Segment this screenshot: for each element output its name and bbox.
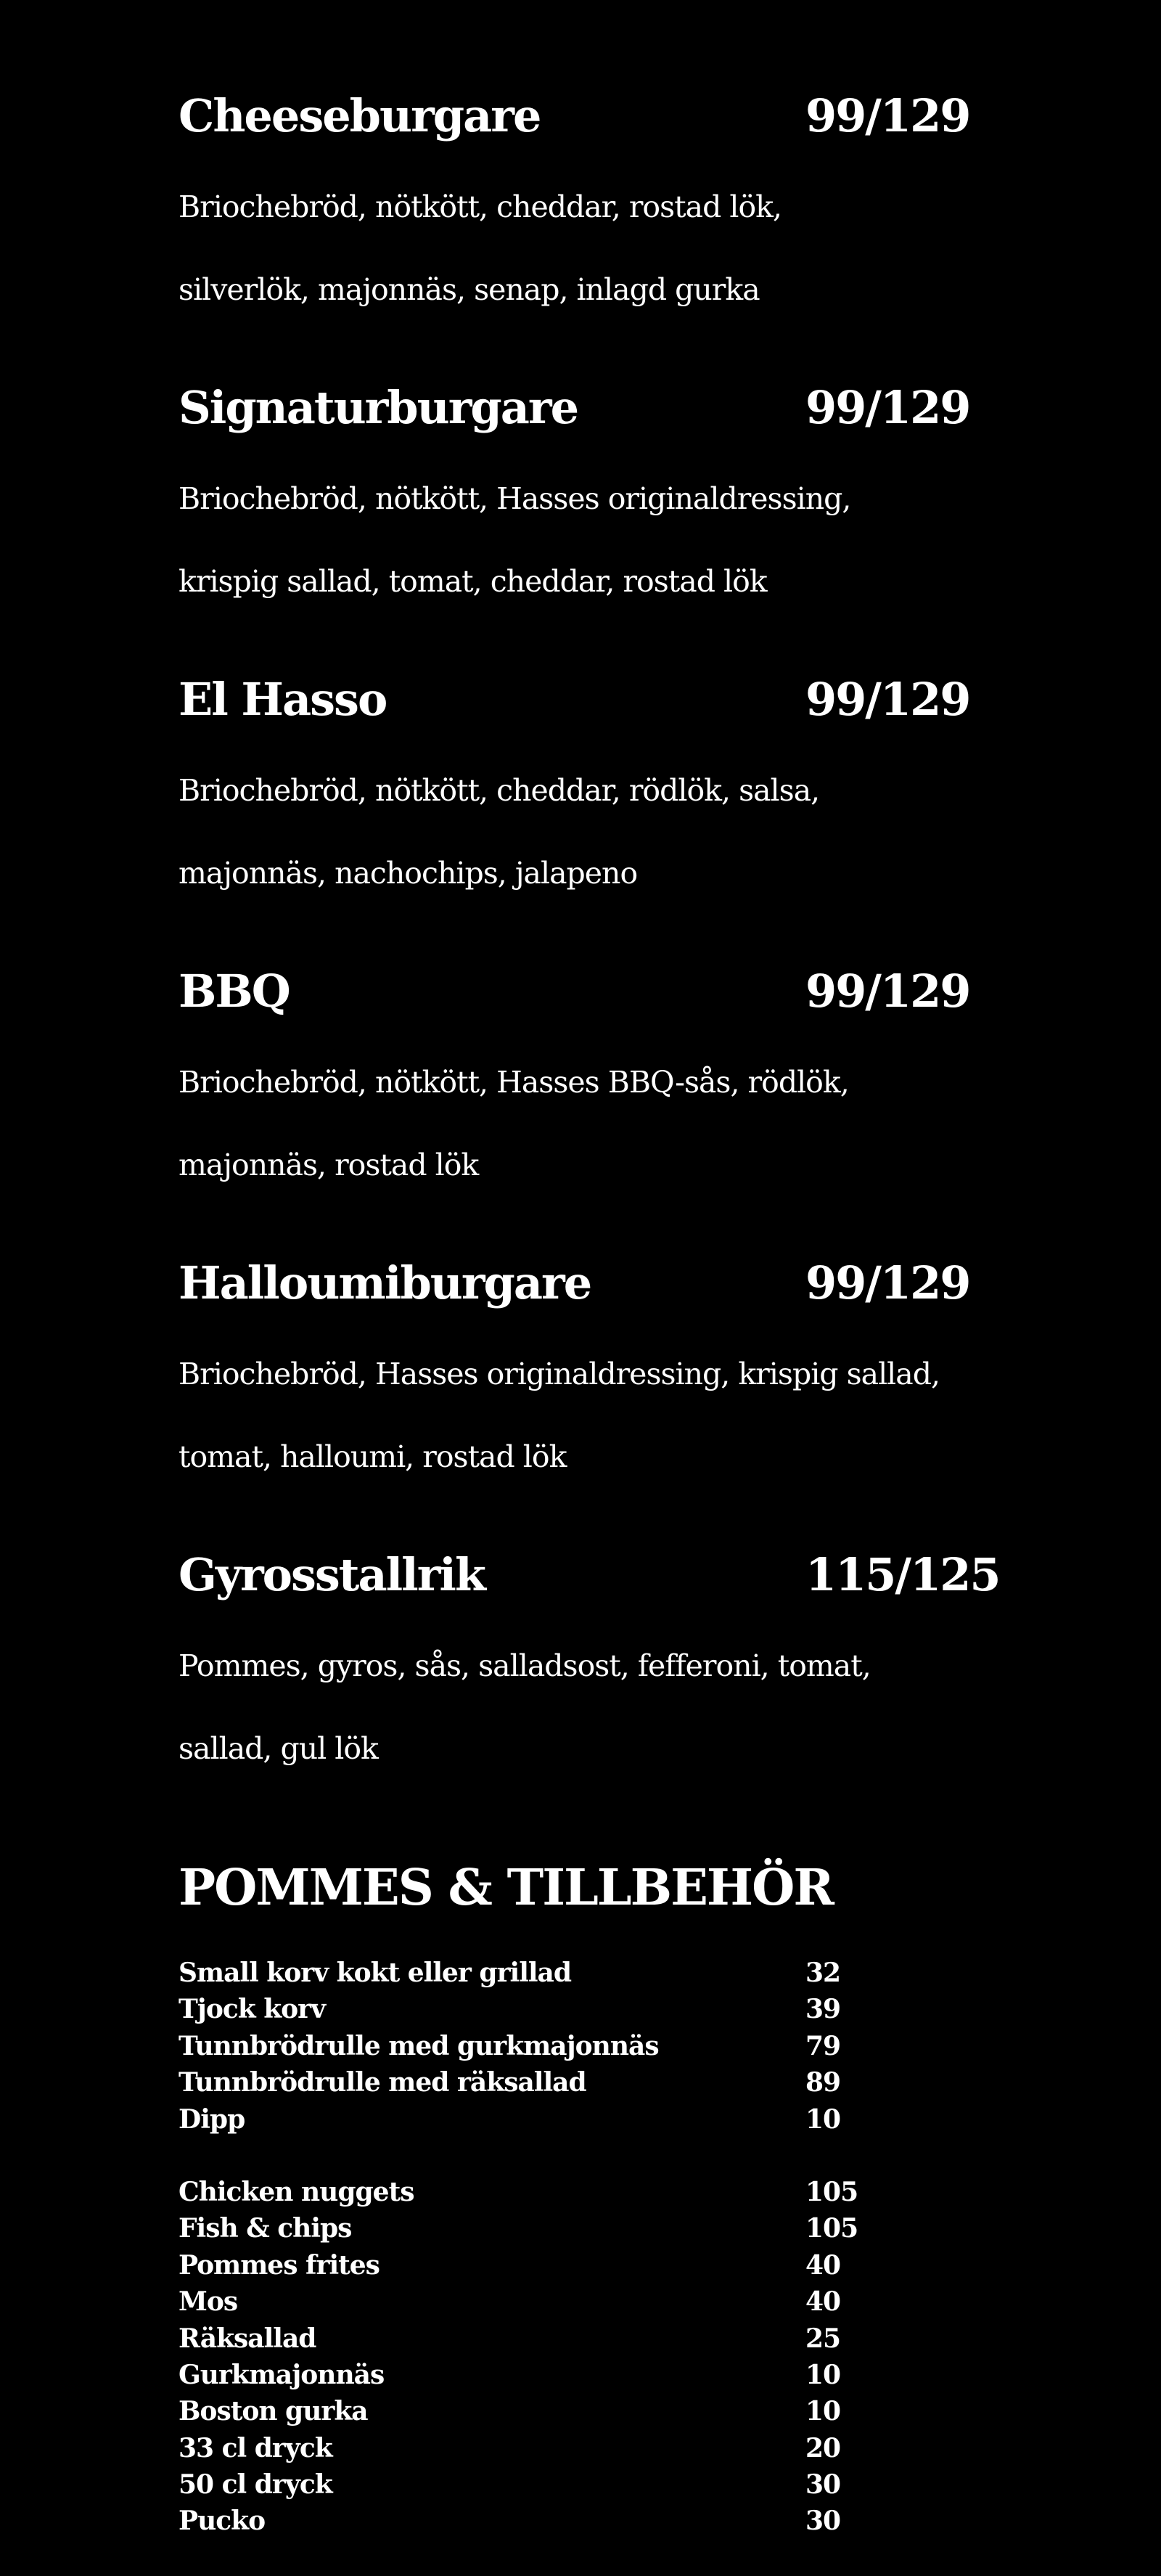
side-item: [179, 2210, 988, 2246]
side-item-price: 39: [805, 1994, 841, 2025]
side-item-name: Räksallad: [179, 2323, 316, 2354]
description-line: Briochebröd, nötkött, Hasses BBQ-sås, rödlök,: [179, 1065, 849, 1100]
menu-item-header: [179, 962, 988, 1021]
menu-item-header: [179, 1254, 988, 1312]
menu-item-price: 99/129: [805, 965, 970, 1018]
menu-item-price: 115/125: [805, 1548, 1000, 1601]
description-line: krispig sallad, tomat, cheddar, rostad lök: [179, 564, 767, 599]
menu-item: [179, 1546, 1000, 1811]
side-item-name: Chicken nuggets: [179, 2176, 414, 2207]
side-item-name: Gurkmajonnäs: [179, 2359, 385, 2390]
side-item-price: 40: [805, 2249, 841, 2281]
description-line: majonnäs, nachochips, jalapeno: [179, 856, 638, 891]
menu-item-description: [179, 437, 988, 644]
side-item-name: Mos: [179, 2286, 238, 2318]
side-item-price: 30: [805, 2469, 841, 2501]
side-item-price: 10: [805, 2396, 841, 2427]
side-item: [179, 2174, 988, 2210]
description-line: Pommes, gyros, sås, salladsost, fefferoni, tomat,: [179, 1648, 871, 1683]
menu-item-header: [179, 671, 988, 729]
menu-item-price: 99/129: [805, 673, 970, 726]
side-item-name: Small korv kokt eller grillad: [179, 1958, 572, 1988]
side-item: [179, 2321, 988, 2357]
side-item: [179, 2028, 988, 2064]
menu-item-description: [179, 1021, 988, 1227]
side-item-name: Tjock korv: [179, 1994, 326, 2025]
description-line: Briochebröd, nötkött, cheddar, rostad lök,: [179, 189, 782, 224]
side-item-price: 105: [805, 2176, 858, 2207]
menu-item-name: El Hasso: [179, 673, 387, 726]
menu-item-name: Halloumiburgare: [179, 1256, 591, 1309]
side-item: [179, 2101, 988, 2138]
menu-item-price: 99/129: [805, 381, 970, 434]
side-item-name: 33 cl dryck: [179, 2432, 332, 2463]
side-item-name: Boston gurka: [179, 2396, 368, 2427]
side-item-name: Fish & chips: [179, 2213, 352, 2244]
side-item: [179, 2466, 988, 2503]
menu-item-name: Cheeseburgare: [179, 89, 541, 142]
side-item-name: 50 cl dryck: [179, 2469, 332, 2501]
description-line: Briochebröd, Hasses originaldressing, krispig sallad,: [179, 1357, 940, 1391]
description-line: Briochebröd, nötkött, Hasses originaldressing,: [179, 481, 851, 516]
menu-item-description: [179, 145, 988, 352]
menu-item-name: Gyrosstallrik: [179, 1548, 485, 1601]
side-item-name: Pucko: [179, 2506, 266, 2537]
menu-item-description: [179, 1312, 988, 1519]
section-title: POMMES & TILLBEHÖR: [179, 1859, 833, 1917]
side-item: [179, 1955, 988, 1991]
side-item-name: Tunnbrödrulle med gurkmajonnäs: [179, 2030, 659, 2061]
menu-item: [179, 87, 988, 352]
description-line: majonnäs, rostad lök: [179, 1148, 479, 1182]
side-item: [179, 2064, 988, 2101]
menu-item: [179, 379, 988, 644]
sides-list: [179, 2174, 988, 2540]
side-item-price: 25: [805, 2323, 841, 2354]
menu-item-header: [179, 1546, 1000, 1604]
menu-item-header: [179, 379, 988, 437]
side-item-name: Tunnbrödrulle med räksallad: [179, 2067, 586, 2098]
side-item-price: 40: [805, 2286, 841, 2318]
side-item-price: 10: [805, 2103, 841, 2135]
side-item-price: 79: [805, 2030, 841, 2061]
menu-item-price: 99/129: [805, 89, 970, 142]
side-item-price: 20: [805, 2432, 841, 2463]
menu-board: [179, 87, 1000, 2576]
side-item: [179, 2393, 988, 2429]
side-item-name: Dipp: [179, 2103, 245, 2135]
description-line: sallad, gul lök: [179, 1731, 378, 1766]
description-line: tomat, halloumi, rostad lök: [179, 1439, 567, 1474]
menu-item: [179, 671, 988, 936]
side-item-price: 89: [805, 2067, 841, 2098]
side-item: [179, 2247, 988, 2283]
side-item: [179, 2430, 988, 2466]
side-item: [179, 1991, 988, 2027]
side-item-price: 32: [805, 1958, 841, 1988]
description-line: Briochebröd, nötkött, cheddar, rödlök, salsa,: [179, 773, 820, 808]
menu-item-header: [179, 87, 988, 145]
side-item-price: 10: [805, 2359, 841, 2390]
menu-item: [179, 962, 988, 1227]
side-item-price: 30: [805, 2506, 841, 2537]
side-item: [179, 2503, 988, 2539]
side-item-name: Pommes frites: [179, 2249, 380, 2281]
menu-item-name: BBQ: [179, 965, 290, 1018]
side-item: [179, 2357, 988, 2393]
menu-item-name: Signaturburgare: [179, 381, 578, 434]
side-item-price: 105: [805, 2213, 858, 2244]
side-item: [179, 2283, 988, 2320]
sides-list: [179, 1955, 988, 2138]
menu-item: [179, 1254, 988, 1519]
menu-item-price: 99/129: [805, 1256, 970, 1309]
menu-item-description: [179, 1604, 988, 1811]
description-line: silverlök, majonnäs, senap, inlagd gurka: [179, 272, 760, 307]
menu-item-description: [179, 729, 988, 936]
